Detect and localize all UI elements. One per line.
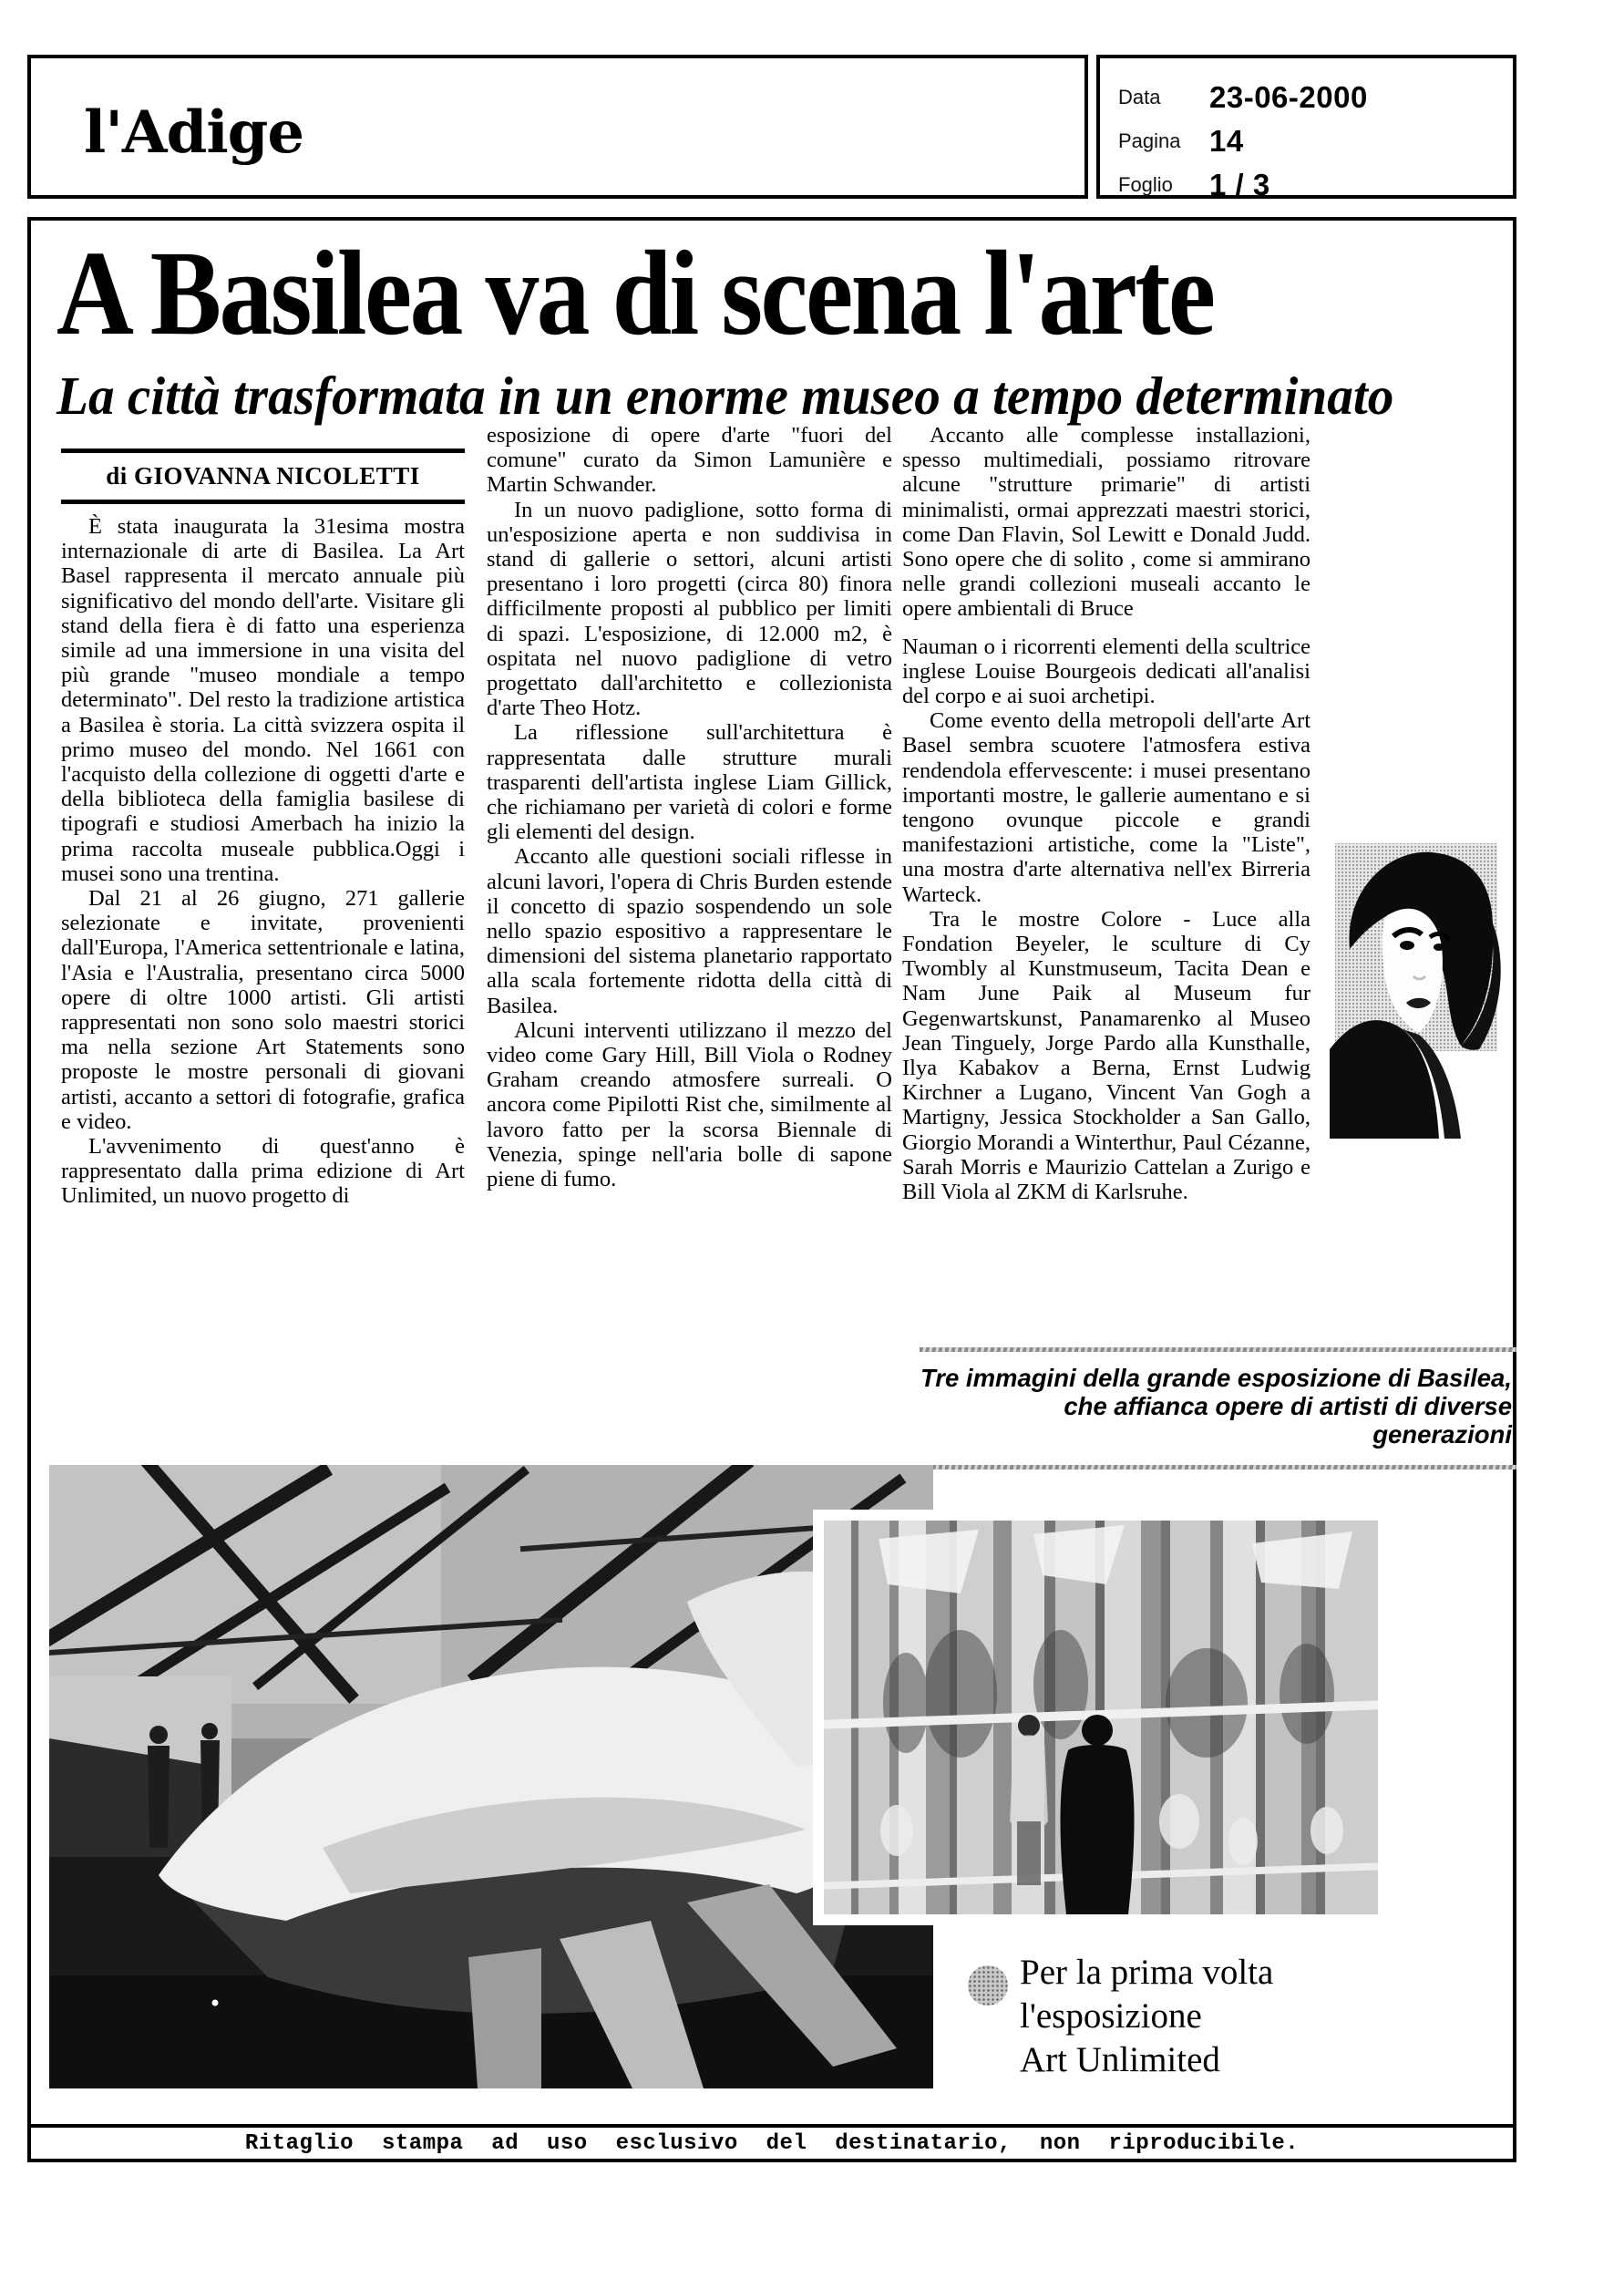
masthead-box [27, 55, 1088, 199]
portrait-photo [1322, 838, 1509, 1139]
meta-row-page [1118, 124, 1244, 160]
paragraph: L'avvenimento di quest'anno è rappresentato dalla prima edizione di Art Unlimited, un nuovo progetto di [61, 1134, 465, 1209]
sheet-label: Foglio [1118, 173, 1173, 196]
caption-rule-bottom [920, 1465, 1516, 1469]
paragraph: Nauman o i ricorrenti elementi della scultrice inglese Louise Bourgeois dedicati all'analisi del corpo e ai suoi archetipi. [902, 634, 1311, 709]
headline: A Basilea va di scena l'arte [57, 225, 1214, 360]
paragraph: Alcuni interventi utilizzano il mezzo del video come Gary Hill, Bill Viola o Rodney Graham creando atmosfere surreali. O ancora come Pipilotti Rist che, similmente al lavoro fatto per la scorsa Biennale di Venezia, spinge nell'aria bolle di sapone piene di fumo. [487, 1017, 892, 1192]
paragraph: Tra le mostre Colore - Luce alla Fondation Beyeler, le sculture di Cy Twombly al Kunstmuseum, Tacita Dean e Nam June Paik al Museum fur Gegenwartskunst, Panamarenko al Museo Jean Tinguely, Jorge Pardo alla Kunsthalle, Ilya Kabakov a Berna, Ernst Ludwig Kirchner a Lugano, Vincent Van Gogh a Martigny, Jessica Stockholder a San Gallo, Giorgio Morandi a Winterthur, Paul Cézanne, Sarah Morris e Maurizio Cattelan a Zurigo e Bill Viola al ZKM di Karlsruhe. [902, 906, 1311, 1205]
glass-facade-graphic [824, 1521, 1378, 1914]
paragraph: Accanto alle complesse installazioni, spesso multimediali, possiamo ritrovare alcune "strutture primarie" di artisti minimalisti, ormai apprezzati maestri storici, come Dan Flavin, Sol Lewitt e Donald Judd. Sono opere che di solito , come si ammirano nelle grandi collezioni museali accanto le opere ambientali di Bruce [902, 423, 1311, 622]
article-box [27, 217, 1516, 2162]
paragraph: È stata inaugurata la 31esima mostra internazionale di arte di Basilea. La Art Basel rappresenta il mercato annuale più significativo del mondo dell'arte. Visitare gli stand della fiera è di fatto una esperienza simile ad una immersione in una visita del più grande "museo mondiale a tempo determinato". Del resto la tradizione artistica a Basilea è storia. La città svizzera ospita il primo museo del mondo. Nel 1661 con l'acquisto della collezione di oggetti d'arte e della biblioteca della famiglia basilese di tipografi e studiosi Amerbach ha inizio la prima raccolta museale pubblica.Oggi i musei sono una trentina. [61, 514, 465, 886]
date-value: 23-06-2000 [1209, 80, 1368, 114]
paragraph: Come evento della metropoli dell'arte Art Basel sembra scuotere l'atmosfera estiva rendendola effervescente: i musei presentano importanti mostre, le gallerie aumentano e si tengono ovunque piccole e grandi manifestazioni artistiche, come la "Liste", una mostra d'arte alternativa nell'ex Birreria Warteck. [902, 708, 1311, 907]
paragraph: Dal 21 al 26 giugno, 271 gallerie selezionate e invitate, provenienti dall'Europa, l'America settentrionale e latina, l'Asia e l'Australia, presentano circa 5000 opere di oltre 1000 artisti. Gli artisti rappresentati non sono solo maestri storici ma nella sezione Art Statements sono proposte le mostre personali di giovani artisti, accanto a settori di fotografie, grafica e video. [61, 886, 465, 1134]
clipping-meta-box [1096, 55, 1516, 199]
subtitle: La città trasformata in un enorme museo a tempo determinato [57, 366, 1394, 426]
page-label: Pagina [1118, 129, 1181, 152]
photo-note-line: l'esposizione [1020, 1996, 1202, 2036]
exhibition-hall-photo [49, 1465, 933, 2088]
disclaimer-strip: Ritaglio stampa ad uso esclusivo del destinatario, non riproducibile. [27, 2124, 1516, 2162]
photo-note-line: Art Unlimited [1020, 2040, 1220, 2079]
paragraph: esposizione di opere d'arte "fuori del comune" curato da Simon Lamunière e Martin Schwander. [487, 423, 892, 498]
meta-row-sheet [1118, 168, 1270, 204]
caption-rule-top [920, 1347, 1516, 1352]
exhibition-hall-graphic [49, 1465, 933, 2088]
article-column-1 [61, 514, 465, 1209]
paragraph: Accanto alle questioni sociali riflesse in alcuni lavori, l'opera di Chris Burden estende il concetto di spazio sospendendo un sole nello spazio espositivo a rappresentare le dimensioni del sistema planetario rapportato alla scala fortemente ridotta della città di Basilea. [487, 844, 892, 1018]
glass-facade-photo [813, 1510, 1389, 1925]
sheet-value: 1 / 3 [1209, 168, 1270, 201]
article-column-2 [487, 423, 892, 1191]
photo-note-line: Per la prima volta [1020, 1953, 1274, 1992]
article-column-3 [902, 423, 1311, 1204]
paragraph: La riflessione sull'architettura è rappresentata dalle strutture murali trasparenti dell'artista inglese Liam Gillick, che richiamano per varietà di colori e forme gli elementi del design. [487, 720, 892, 845]
photo-note [1020, 1951, 1412, 2082]
page-value: 14 [1209, 124, 1244, 158]
portrait-photo-graphic [1322, 838, 1509, 1139]
meta-row-date [1118, 80, 1368, 117]
newspaper-masthead: l'Adige [84, 98, 304, 167]
byline: di GIOVANNA NICOLETTI [61, 449, 465, 504]
photos-caption: Tre immagini della grande esposizione di Basilea, che affianca opere di artisti di diverse generazioni [920, 1364, 1512, 1449]
halftone-bullet-icon [968, 1965, 1008, 2006]
paragraph: In un nuovo padiglione, sotto forma di un'esposizione aperta e non suddivisa in stand di gallerie o settori, alcuni artisti presentano i loro progetti (circa 80) finora difficilmente proposti al pubblico per limiti di spazi. L'esposizione, di 12.000 m2, è ospitata nel nuovo padiglione di vetro progettato dall'architetto e collezionista d'arte Theo Hotz. [487, 497, 892, 721]
date-label: Data [1118, 86, 1161, 108]
